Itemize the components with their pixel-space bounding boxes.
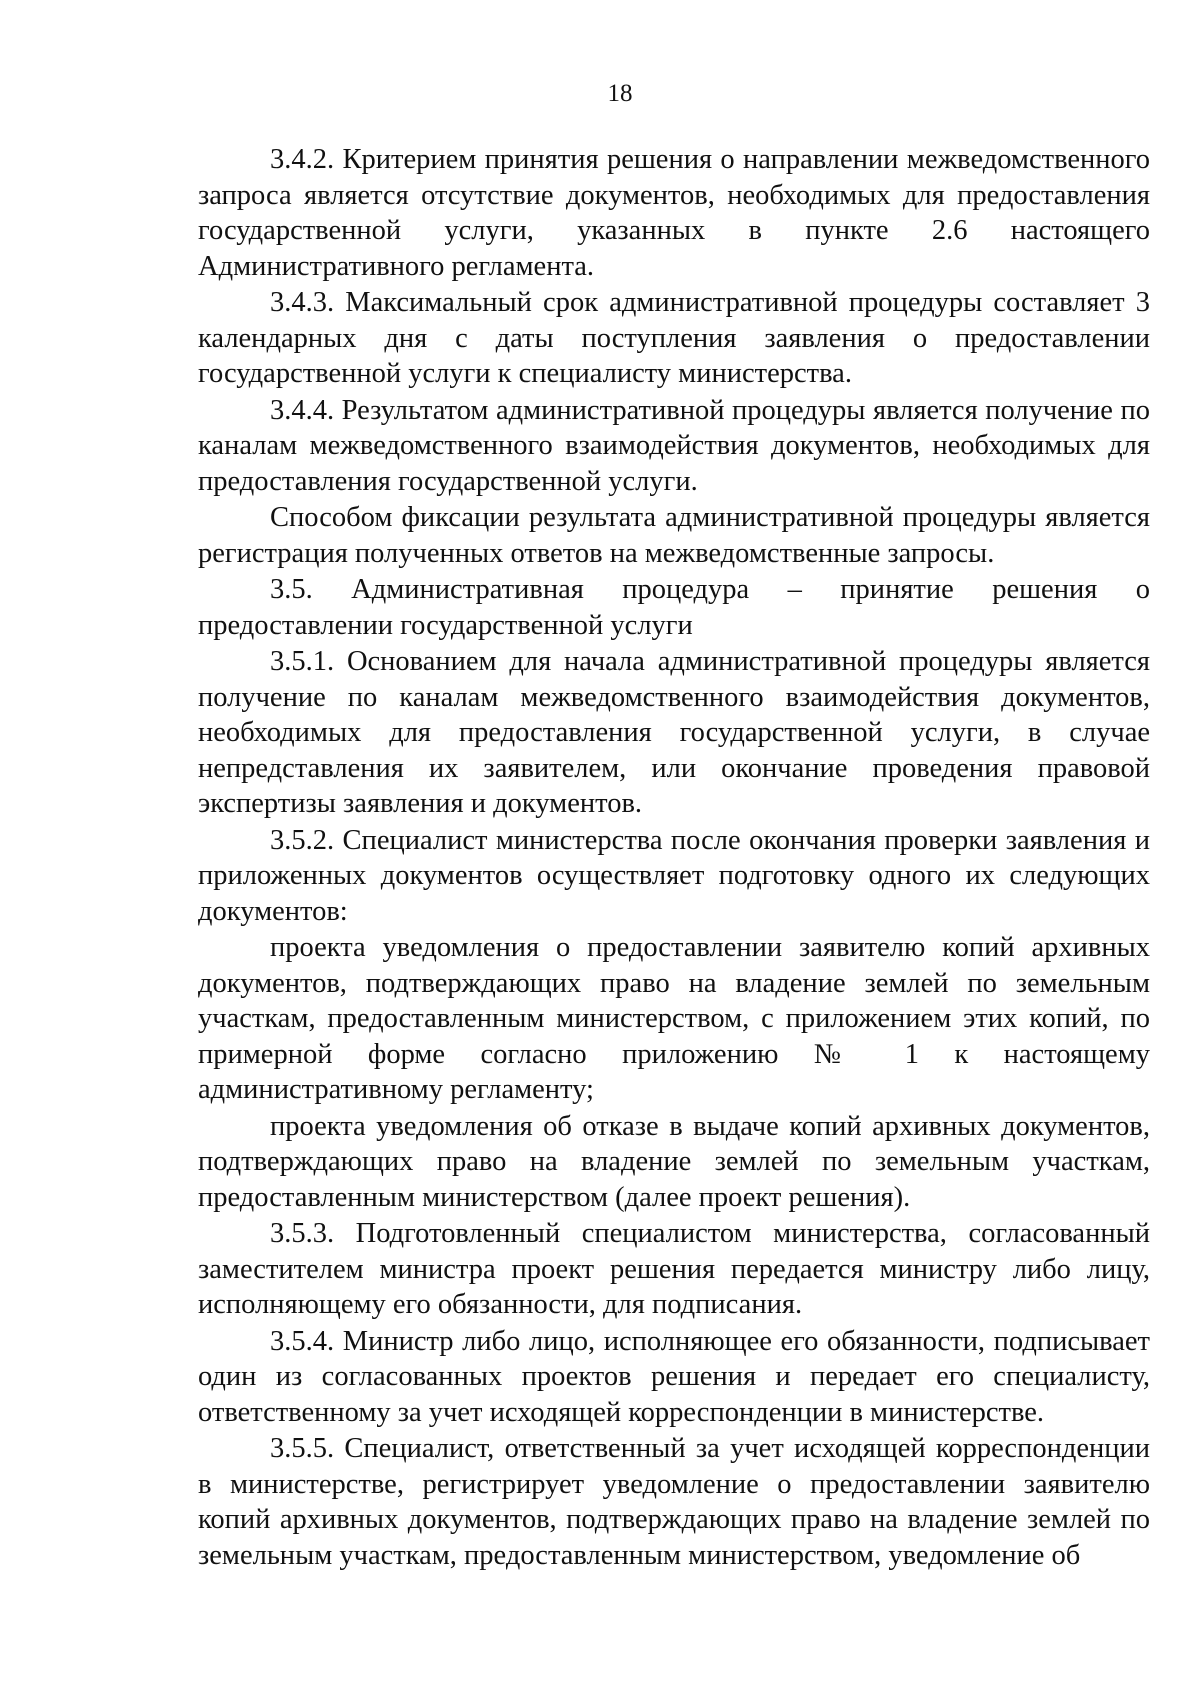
paragraph-3-4-3: 3.4.3. Максимальный срок административной процедуры составляет 3 календарных дня с даты поступления заявления о предоставлении государственной услуги к специалисту министерства. [198, 287, 1150, 389]
paragraph-3-5-heading: 3.5. Административная процедура – принятие решения о предоставлении государственной услуги [198, 574, 1150, 641]
paragraph-3-5-2: 3.5.2. Специалист министерства после окончания проверки заявления и приложенных документов осуществляет подготовку одного их следующих документов: [198, 824, 1150, 927]
document-body [198, 142, 1150, 1573]
page-number: 18 [607, 80, 633, 107]
paragraph-3-4-4: 3.4.4. Результатом административной процедуры является получение по каналам межведомственного взаимодействия документов, необходимых для предоставления государственной услуги. [198, 394, 1150, 497]
paragraph-3-5-5: 3.5.5. Специалист, ответственный за учет исходящей корреспонденции в министерстве, регистрирует уведомление о предоставлении заявителю копий архивных документов, подтверждающих право на владение землей по земельным участкам, предоставленным министерством, уведомление об [198, 1433, 1150, 1571]
paragraph-3-5-1: 3.5.1. Основанием для начала административной процедуры является получение по каналам межведомственного взаимодействия документов, необходимых для предоставления государственной услуги, в случае непредставления их заявителем, или окончание проведения правовой экспертизы заявления и документов. [198, 646, 1150, 819]
paragraph-project-notice-refusal: проекта уведомления об отказе в выдаче копий архивных документов, подтверждающих право на владение землей по земельным участкам, предоставленным министерством (далее проект решения). [198, 1110, 1150, 1213]
paragraph-result-fixation: Способом фиксации результата административной процедуры является регистрация полученных ответов на межведомственные запросы. [198, 502, 1150, 569]
paragraph-3-5-3: 3.5.3. Подготовленный специалистом министерства, согласованный заместителем министра проект решения передается министру либо лицу, исполняющему его обязанности, для подписания. [198, 1218, 1150, 1320]
paragraph-project-notice-copies: проекта уведомления о предоставлении заявителю копий архивных документов, подтверждающих право на владение землей по земельным участкам, предоставленным министерством, с приложением этих копий, по примерной форме согласно приложению № 1 к настоящему административному регламенту; [198, 932, 1150, 1105]
paragraph-3-4-2: 3.4.2. Критерием принятия решения о направлении межведомственного запроса является отсутствие документов, необходимых для предоставления государственной услуги, указанных в пункте 2.6 настоящего Административного регламента. [198, 144, 1150, 282]
paragraph-3-5-4: 3.5.4. Министр либо лицо, исполняющее его обязанности, подписывает один из согласованных проектов решения и передает его специалисту, ответственному за учет исходящей корреспонденции в министерстве. [198, 1325, 1150, 1428]
